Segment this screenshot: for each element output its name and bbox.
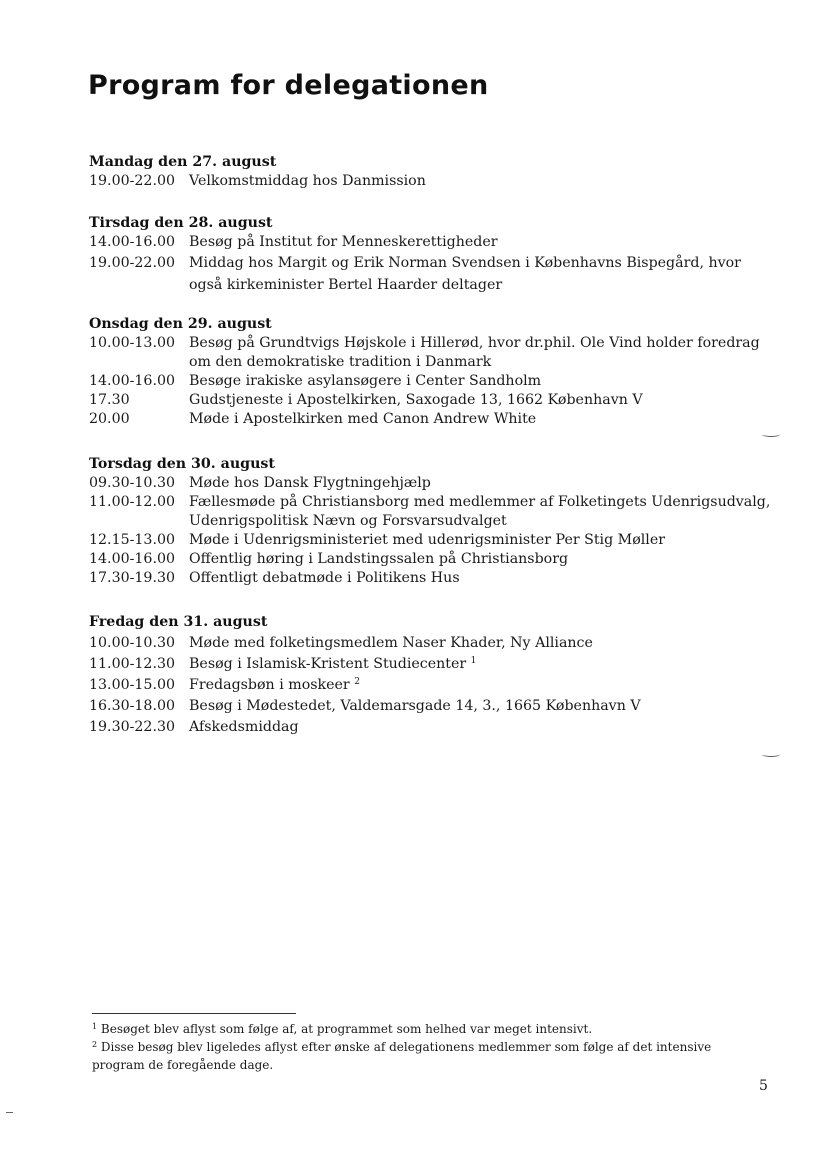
event-description: Besøg på Institut for Menneskerettigheder — [189, 234, 498, 250]
event-time: 16.30-18.00 — [89, 698, 176, 714]
event-row — [89, 696, 774, 717]
event-description-text: Fredagsbøn i moskeer — [189, 677, 350, 693]
event-time: 10.00-13.00 — [89, 335, 176, 351]
event-time: 14.00-16.00 — [89, 373, 176, 389]
day-section — [89, 315, 774, 429]
event-row — [89, 233, 774, 252]
event-description: Besøge irakiske asylansøgere i Center Sandholm — [189, 373, 542, 389]
event-time: 11.00-12.30 — [89, 656, 176, 672]
footnote — [92, 1038, 762, 1074]
day-heading: Torsdag den 30. august — [89, 456, 275, 472]
event-row — [89, 569, 774, 588]
footnote-mark: 1 — [92, 1022, 98, 1031]
event-description: Offentlig høring i Landstingssalen på Christiansborg — [189, 551, 569, 567]
event-description — [189, 654, 774, 675]
event-time: 14.00-16.00 — [89, 234, 176, 250]
event-time: 19.30-22.30 — [89, 719, 176, 735]
event-time: 17.30-19.30 — [89, 570, 176, 586]
day-section — [89, 455, 774, 588]
event-row — [89, 493, 774, 531]
page-title: Program for delegationen — [88, 70, 489, 101]
footnotes — [92, 1020, 762, 1074]
footnote — [92, 1020, 762, 1038]
event-time: 20.00 — [89, 411, 130, 427]
event-row — [89, 550, 774, 569]
event-description: Velkomstmiddag hos Danmission — [189, 173, 426, 189]
day-section — [89, 153, 774, 191]
scan-mark — [6, 1112, 13, 1113]
day-heading: Onsdag den 29. august — [89, 316, 272, 332]
event-row — [89, 172, 774, 191]
event-row — [89, 252, 774, 296]
event-description: Møde i Apostelkirken med Canon Andrew White — [189, 411, 537, 427]
event-row — [89, 531, 774, 550]
scan-mark — [762, 752, 780, 757]
event-time: 13.00-15.00 — [89, 677, 176, 693]
event-row — [89, 654, 774, 675]
event-time: 09.30-10.30 — [89, 475, 176, 491]
event-description: Møde hos Dansk Flygtningehjælp — [189, 475, 431, 491]
event-description: Middag hos Margit og Erik Norman Svendsen i Københavns Bispegård, hvor også kirkeminister Bertel Haarder deltager — [189, 255, 741, 293]
footnote-text: Disse besøg blev ligeledes aflyst efter ønske af delegationens medlemmer som følge af det intensive program de foregående dage. — [92, 1040, 712, 1072]
footnote-reference[interactable]: 1 — [470, 656, 477, 666]
event-time: 12.15-13.00 — [89, 532, 176, 548]
footnote-divider — [92, 1013, 296, 1014]
event-description: Besøg på Grundtvigs Højskole i Hillerød, hvor dr.phil. Ole Vind holder foredrag om den demokratiske tradition i Danmark — [189, 335, 760, 370]
footnote-mark: 2 — [92, 1040, 98, 1049]
footnote-reference[interactable]: 2 — [354, 677, 360, 687]
event-time: 17.30 — [89, 392, 130, 408]
event-description: Offentligt debatmøde i Politikens Hus — [189, 570, 460, 586]
page-number: 5 — [759, 1078, 768, 1094]
event-description-text: Besøg i Islamisk-Kristent Studiecenter — [189, 656, 467, 672]
event-description: Møde med folketingsmedlem Naser Khader, Ny Alliance — [189, 635, 593, 651]
day-heading: Tirsdag den 28. august — [89, 215, 273, 231]
scan-mark — [762, 432, 780, 437]
event-time: 10.00-10.30 — [89, 635, 176, 651]
event-row — [89, 372, 774, 391]
day-section — [89, 612, 774, 738]
event-description: Møde i Udenrigsministeriet med udenrigsminister Per Stig Møller — [189, 532, 666, 548]
event-row — [89, 334, 774, 372]
day-heading: Mandag den 27. august — [89, 154, 277, 170]
event-row — [89, 410, 774, 429]
day-section — [89, 214, 774, 296]
event-description: Gudstjeneste i Apostelkirken, Saxogade 13, 1662 København V — [189, 392, 643, 408]
event-description: Afskedsmiddag — [189, 719, 299, 735]
event-time: 11.00-12.00 — [89, 494, 176, 510]
event-row — [89, 675, 774, 696]
event-row — [89, 391, 774, 410]
event-time: 14.00-16.00 — [89, 551, 176, 567]
event-row — [89, 474, 774, 493]
event-row — [89, 717, 774, 738]
event-description: Fællesmøde på Christiansborg med medlemmer af Folketingets Udenrigsudvalg, Udenrigspolitisk Nævn og Forsvarsudvalget — [189, 494, 771, 529]
event-description — [189, 675, 774, 696]
day-heading: Fredag den 31. august — [89, 614, 268, 630]
event-time: 19.00-22.00 — [89, 255, 176, 271]
event-time: 19.00-22.00 — [89, 173, 176, 189]
event-description: Besøg i Mødestedet, Valdemarsgade 14, 3., 1665 København V — [189, 698, 641, 714]
footnote-text: Besøget blev aflyst som følge af, at programmet som helhed var meget intensivt. — [100, 1022, 593, 1036]
event-row — [89, 633, 774, 654]
